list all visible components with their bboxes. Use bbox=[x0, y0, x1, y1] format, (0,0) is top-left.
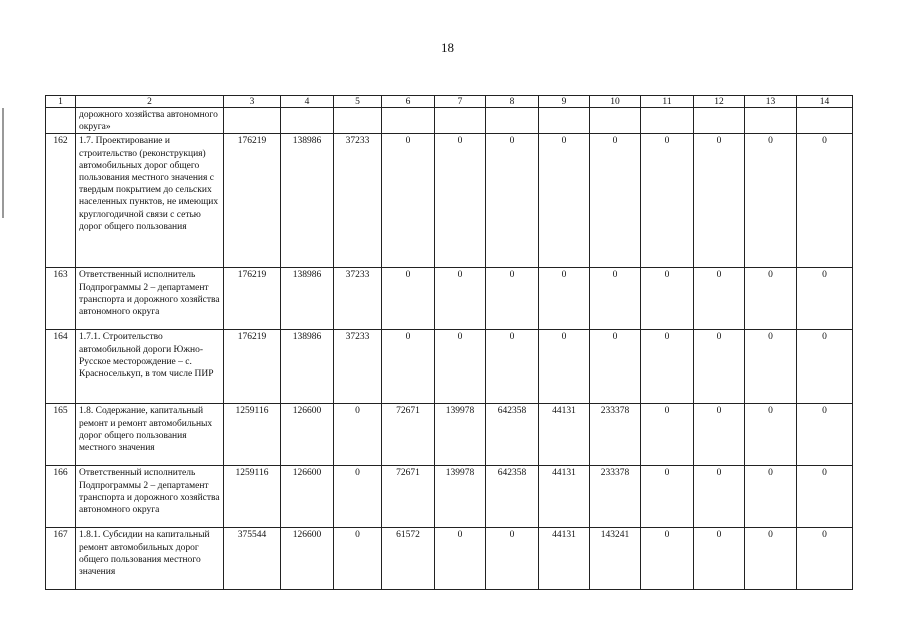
value-cell: 0 bbox=[641, 404, 694, 466]
column-header: 8 bbox=[486, 96, 539, 108]
row-number-cell bbox=[46, 108, 76, 134]
value-cell: 61572 bbox=[382, 528, 435, 590]
value-cell bbox=[435, 108, 486, 134]
value-cell: 37233 bbox=[334, 134, 382, 268]
value-cell bbox=[224, 108, 281, 134]
budget-table-container bbox=[45, 95, 853, 590]
row-description-cell: 1.8.1. Субсидии на капитальный ремонт автомобильных дорог общего пользования местного значения bbox=[76, 528, 224, 590]
row-description-cell: 1.7.1. Строительство автомобильной дороги Южно-Русское месторождение – с. Красноселькуп, в том числе ПИР bbox=[76, 330, 224, 404]
value-cell: 139978 bbox=[435, 404, 486, 466]
value-cell: 0 bbox=[334, 404, 382, 466]
value-cell: 0 bbox=[745, 466, 797, 528]
table-row bbox=[46, 134, 853, 268]
table-row bbox=[46, 404, 853, 466]
column-header: 14 bbox=[797, 96, 853, 108]
value-cell: 176219 bbox=[224, 134, 281, 268]
page-number: 18 bbox=[441, 40, 454, 55]
value-cell: 0 bbox=[745, 528, 797, 590]
value-cell: 0 bbox=[382, 268, 435, 330]
value-cell: 126600 bbox=[281, 404, 334, 466]
value-cell: 642358 bbox=[486, 466, 539, 528]
value-cell: 0 bbox=[797, 528, 853, 590]
value-cell: 0 bbox=[797, 330, 853, 404]
row-number-cell: 166 bbox=[46, 466, 76, 528]
row-number-cell: 167 bbox=[46, 528, 76, 590]
value-cell: 138986 bbox=[281, 268, 334, 330]
value-cell: 44131 bbox=[539, 466, 590, 528]
value-cell: 0 bbox=[641, 268, 694, 330]
value-cell: 44131 bbox=[539, 404, 590, 466]
value-cell: 0 bbox=[641, 528, 694, 590]
value-cell: 0 bbox=[745, 404, 797, 466]
value-cell: 0 bbox=[590, 134, 641, 268]
value-cell: 143241 bbox=[590, 528, 641, 590]
value-cell: 0 bbox=[590, 268, 641, 330]
value-cell: 0 bbox=[694, 466, 745, 528]
table-row bbox=[46, 268, 853, 330]
value-cell bbox=[590, 108, 641, 134]
row-number-cell: 164 bbox=[46, 330, 76, 404]
value-cell: 0 bbox=[797, 466, 853, 528]
value-cell bbox=[797, 108, 853, 134]
column-header: 1 bbox=[46, 96, 76, 108]
value-cell: 233378 bbox=[590, 404, 641, 466]
row-number-cell: 165 bbox=[46, 404, 76, 466]
value-cell: 72671 bbox=[382, 404, 435, 466]
value-cell: 37233 bbox=[334, 330, 382, 404]
value-cell: 0 bbox=[745, 330, 797, 404]
table-row bbox=[46, 528, 853, 590]
column-header: 13 bbox=[745, 96, 797, 108]
value-cell: 0 bbox=[590, 330, 641, 404]
value-cell: 0 bbox=[435, 134, 486, 268]
value-cell: 0 bbox=[435, 330, 486, 404]
value-cell: 0 bbox=[694, 330, 745, 404]
binding-mark bbox=[2, 108, 4, 218]
value-cell: 0 bbox=[641, 134, 694, 268]
value-cell bbox=[745, 108, 797, 134]
value-cell: 126600 bbox=[281, 466, 334, 528]
value-cell: 0 bbox=[539, 134, 590, 268]
row-description-cell: дорожного хозяйства автономного округа» bbox=[76, 108, 224, 134]
value-cell: 0 bbox=[486, 134, 539, 268]
value-cell: 176219 bbox=[224, 268, 281, 330]
value-cell bbox=[641, 108, 694, 134]
column-header: 7 bbox=[435, 96, 486, 108]
value-cell: 0 bbox=[382, 134, 435, 268]
value-cell: 233378 bbox=[590, 466, 641, 528]
value-cell: 0 bbox=[486, 330, 539, 404]
value-cell: 0 bbox=[694, 268, 745, 330]
row-description-cell: Ответственный исполнитель Подпрограммы 2 – департамент транспорта и дорожного хозяйства автономного округа bbox=[76, 466, 224, 528]
value-cell: 0 bbox=[539, 330, 590, 404]
column-header: 6 bbox=[382, 96, 435, 108]
value-cell: 138986 bbox=[281, 330, 334, 404]
value-cell: 1259116 bbox=[224, 404, 281, 466]
value-cell: 0 bbox=[694, 528, 745, 590]
row-description-cell: Ответственный исполнитель Подпрограммы 2 – департамент транспорта и дорожного хозяйства автономного округа bbox=[76, 268, 224, 330]
value-cell: 0 bbox=[797, 134, 853, 268]
value-cell: 0 bbox=[334, 528, 382, 590]
column-header: 10 bbox=[590, 96, 641, 108]
value-cell: 0 bbox=[539, 268, 590, 330]
value-cell bbox=[334, 108, 382, 134]
table-body bbox=[46, 108, 853, 590]
column-header: 9 bbox=[539, 96, 590, 108]
value-cell: 0 bbox=[435, 268, 486, 330]
value-cell bbox=[382, 108, 435, 134]
value-cell: 138986 bbox=[281, 134, 334, 268]
value-cell: 0 bbox=[334, 466, 382, 528]
value-cell bbox=[539, 108, 590, 134]
column-header: 4 bbox=[281, 96, 334, 108]
value-cell: 37233 bbox=[334, 268, 382, 330]
value-cell: 0 bbox=[797, 404, 853, 466]
value-cell: 44131 bbox=[539, 528, 590, 590]
table-row bbox=[46, 466, 853, 528]
column-header: 2 bbox=[76, 96, 224, 108]
value-cell: 0 bbox=[486, 268, 539, 330]
value-cell: 0 bbox=[694, 404, 745, 466]
table-header-row bbox=[46, 96, 853, 108]
row-number-cell: 163 bbox=[46, 268, 76, 330]
value-cell: 72671 bbox=[382, 466, 435, 528]
column-header: 5 bbox=[334, 96, 382, 108]
value-cell bbox=[694, 108, 745, 134]
value-cell: 0 bbox=[435, 528, 486, 590]
value-cell bbox=[486, 108, 539, 134]
value-cell: 0 bbox=[641, 330, 694, 404]
value-cell: 1259116 bbox=[224, 466, 281, 528]
column-header: 12 bbox=[694, 96, 745, 108]
column-header: 3 bbox=[224, 96, 281, 108]
value-cell: 642358 bbox=[486, 404, 539, 466]
table-row bbox=[46, 330, 853, 404]
row-description-cell: 1.8. Содержание, капитальный ремонт и ремонт автомобильных дорог общего пользования местного значения bbox=[76, 404, 224, 466]
table-row-continuation bbox=[46, 108, 853, 134]
column-header: 11 bbox=[641, 96, 694, 108]
value-cell: 0 bbox=[745, 268, 797, 330]
value-cell: 0 bbox=[641, 466, 694, 528]
row-number-cell: 162 bbox=[46, 134, 76, 268]
value-cell: 0 bbox=[745, 134, 797, 268]
budget-table bbox=[45, 95, 853, 590]
value-cell: 0 bbox=[382, 330, 435, 404]
value-cell: 126600 bbox=[281, 528, 334, 590]
value-cell: 375544 bbox=[224, 528, 281, 590]
value-cell: 0 bbox=[797, 268, 853, 330]
row-description-cell: 1.7. Проектирование и строительство (реконструкция) автомобильных дорог общего пользования местного значения с твердым покрытием до сельских населенных пунктов, не имеющих круглогодичной связи с сетью дорог общего пользования bbox=[76, 134, 224, 268]
value-cell: 176219 bbox=[224, 330, 281, 404]
value-cell: 0 bbox=[694, 134, 745, 268]
value-cell: 0 bbox=[486, 528, 539, 590]
value-cell bbox=[281, 108, 334, 134]
value-cell: 139978 bbox=[435, 466, 486, 528]
